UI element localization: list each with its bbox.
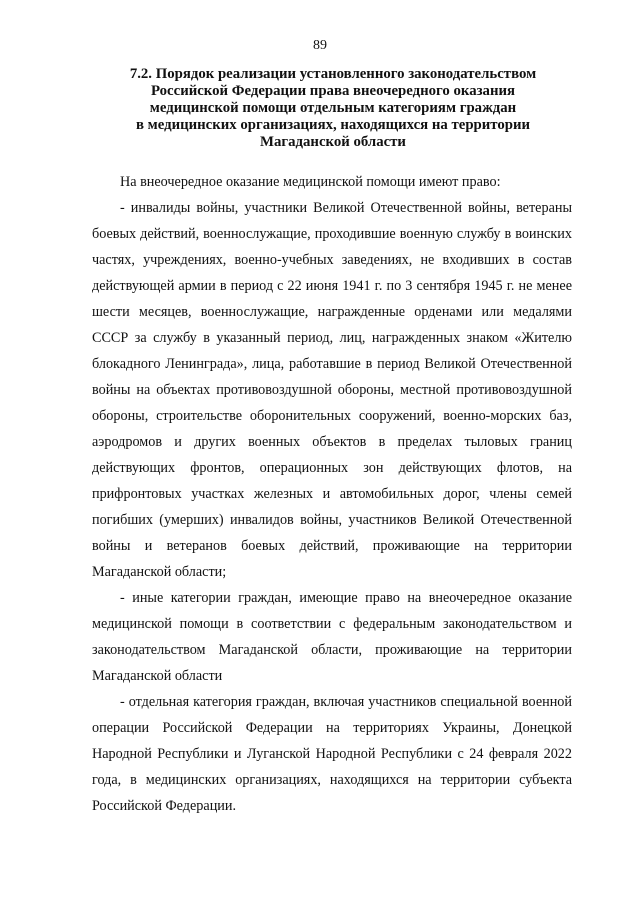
intro-paragraph: На внеочередное оказание медицинской помощи имеют право: xyxy=(120,174,501,190)
list-item-war-veterans: - инвалиды войны, участники Великой Отечественной войны, ветераны боевых действий, военнослужащие, проходившие военную службу в воинских частях, учреждениях, военно-учебных заведениях, не входивших в состав действующей армии в период с 22 июня 1941 г. по 3 сентября 1945 г. не менее шести месяцев, военнослужащие, награжденные орденами или медалями СССР за службу в указанный период, лиц, награжденных знаком «Жителю блокадного Ленинграда», лица, работавшие в период Великой Отечественной войны на объектах противовоздушной обороны, местной противовоздушной обороны, строительстве оборонительных сооружений, военно-морских баз, аэродромов и других военных объектов в пределах тыловых границ действующих фронтов, операционных зон действующих флотов, на прифронтовых участках железных и автомобильных дорог, члены семей погибших (умерших) инвалидов войны, участников Великой Отечественной войны и ветеранов боевых действий, проживающие на территории Магаданской области; xyxy=(92,200,572,580)
section-heading-line: 7.2. Порядок реализации установленного законодательством xyxy=(129,66,537,82)
document-body xyxy=(92,169,572,819)
section-heading-line: Магаданской области xyxy=(260,134,406,150)
list-item-svo-participants: - отдельная категория граждан, включая участников специальной военной операции Российской Федерации на территориях Украины, Донецкой Народной Республики и Луганской Народной Республики с 24 февраля 2022 года, в медицинских организациях, находящихся на территории субъекта Российской Федерации. xyxy=(92,694,572,814)
page-number: 89 xyxy=(313,38,327,53)
section-heading-line: медицинской помощи отдельным категориям граждан xyxy=(149,100,517,116)
section-heading-line: Российской Федерации права внеочередного оказания xyxy=(150,83,516,99)
section-heading-line: в медицинских организациях, находящихся на территории xyxy=(135,117,531,133)
section-heading xyxy=(118,66,548,151)
list-item-other-categories: - иные категории граждан, имеющие право на внеочередное оказание медицинской помощи в соответствии с федеральным законодательством и законодательством Магаданской области, проживающие на территории Магаданской области xyxy=(92,590,572,684)
